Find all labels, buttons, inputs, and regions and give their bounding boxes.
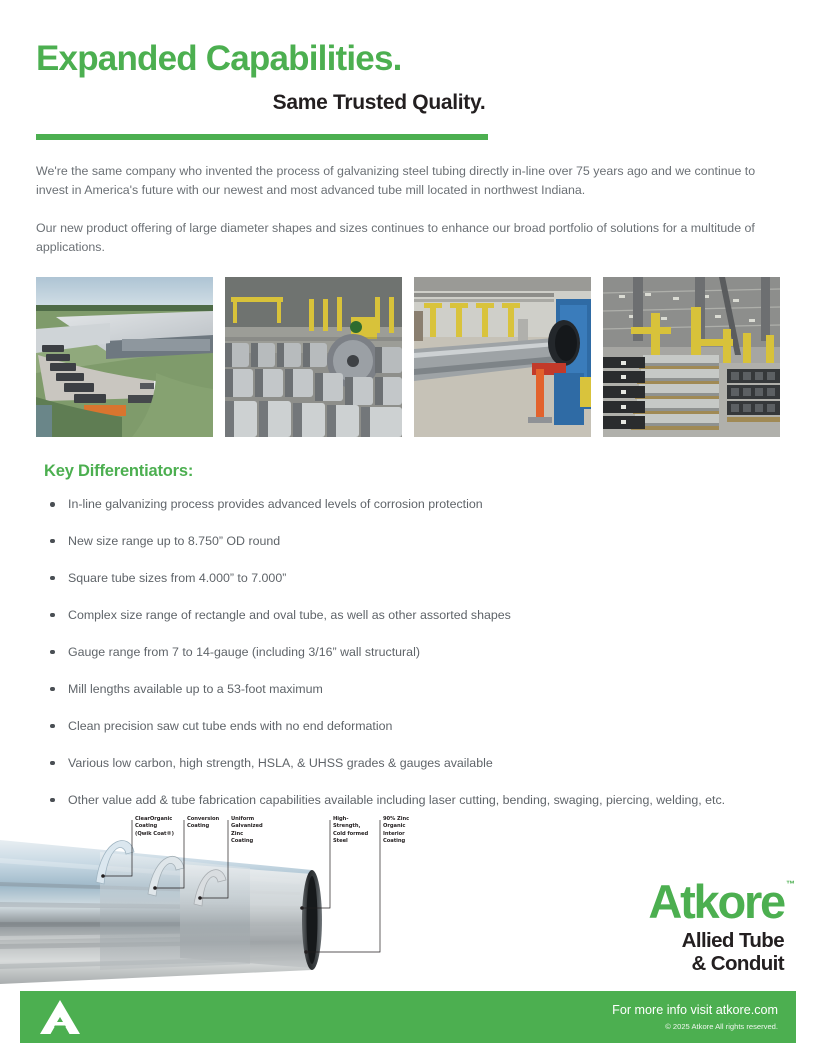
diagram-label-clear-organic-coating: ClearOrganic Coating (Qwik Coat®) bbox=[135, 816, 174, 837]
page-subtitle: Same Trusted Quality. bbox=[272, 90, 486, 114]
atkore-logo bbox=[572, 875, 795, 976]
photo-aerial-mill-facility bbox=[36, 277, 213, 437]
page-title: Expanded Capabilities. bbox=[36, 39, 402, 78]
photo-tube-exiting-machinery bbox=[414, 277, 591, 437]
photo-strip bbox=[36, 277, 780, 437]
list-item: In-line galvanizing process provides advanced levels of corrosion protection bbox=[36, 496, 780, 514]
atkore-tagline-line-1: Allied Tube bbox=[681, 929, 784, 952]
intro-paragraph-2: Our new product offering of large diameter shapes and sizes continues to enhance our broad portfolio of solutions for a multitude of applications. bbox=[36, 220, 755, 255]
footer-url[interactable]: For more info visit atkore.com bbox=[612, 1003, 778, 1018]
footer-text-block bbox=[612, 1003, 778, 1031]
diagram-label-conversion-coating: Conversion Coating bbox=[187, 816, 220, 830]
atkore-wordmark bbox=[648, 875, 795, 928]
list-item: Various low carbon, high strength, HSLA, & UHSS grades & gauges available bbox=[36, 755, 780, 773]
photo-stacked-tube-bundles bbox=[603, 277, 780, 437]
trademark-symbol: ™ bbox=[786, 879, 795, 889]
atkore-wordmark-text: Atkore bbox=[648, 875, 784, 928]
page-footer bbox=[20, 991, 796, 1043]
footer-copyright: © 2025 Atkore All rights reserved. bbox=[665, 1021, 778, 1031]
list-item: New size range up to 8.750” OD round bbox=[36, 533, 780, 551]
atkore-tagline bbox=[572, 930, 784, 976]
diagram-label-high-strength-cold-formed-steel: High- Strength, Cold formed Steel bbox=[333, 816, 369, 845]
diagram-label-zinc-organic-interior-coating: 90% Zinc Organic Interior Coating bbox=[383, 816, 410, 845]
list-item: Other value add & tube fabrication capabilities available including laser cutting, bending, swaging, piercing, welding, etc. bbox=[36, 792, 780, 810]
key-differentiators-section bbox=[36, 462, 780, 810]
tube-coating-diagram-labels bbox=[0, 818, 420, 878]
diagram-label-uniform-galvanized-zinc-coating: Uniform Galvanized Zinc Coating bbox=[231, 816, 263, 845]
page-header bbox=[0, 0, 816, 140]
list-item: Mill lengths available up to a 53-foot maximum bbox=[36, 681, 780, 699]
key-differentiators-list bbox=[36, 496, 780, 810]
key-differentiators-title: Key Differentiators: bbox=[44, 462, 194, 480]
list-item: Gauge range from 7 to 14-gauge (including 3/16” wall structural) bbox=[36, 644, 780, 662]
intro-section bbox=[0, 140, 816, 258]
atkore-tagline-line-2: & Conduit bbox=[691, 951, 784, 975]
photo-steel-coil-storage bbox=[225, 277, 402, 437]
list-item: Complex size range of rectangle and oval tube, as well as other assorted shapes bbox=[36, 607, 780, 625]
list-item: Clean precision saw cut tube ends with no end deformation bbox=[36, 718, 780, 736]
atkore-triangle-mark-icon bbox=[40, 1000, 80, 1034]
intro-paragraph-1: We're the same company who invented the process of galvanizing steel tubing directly in-line over 75 years ago and we continue to invest in America's future with our newest and most advanced tube mill located in northwest Indiana. bbox=[36, 163, 756, 197]
list-item: Square tube sizes from 4.000” to 7.000” bbox=[36, 570, 780, 588]
